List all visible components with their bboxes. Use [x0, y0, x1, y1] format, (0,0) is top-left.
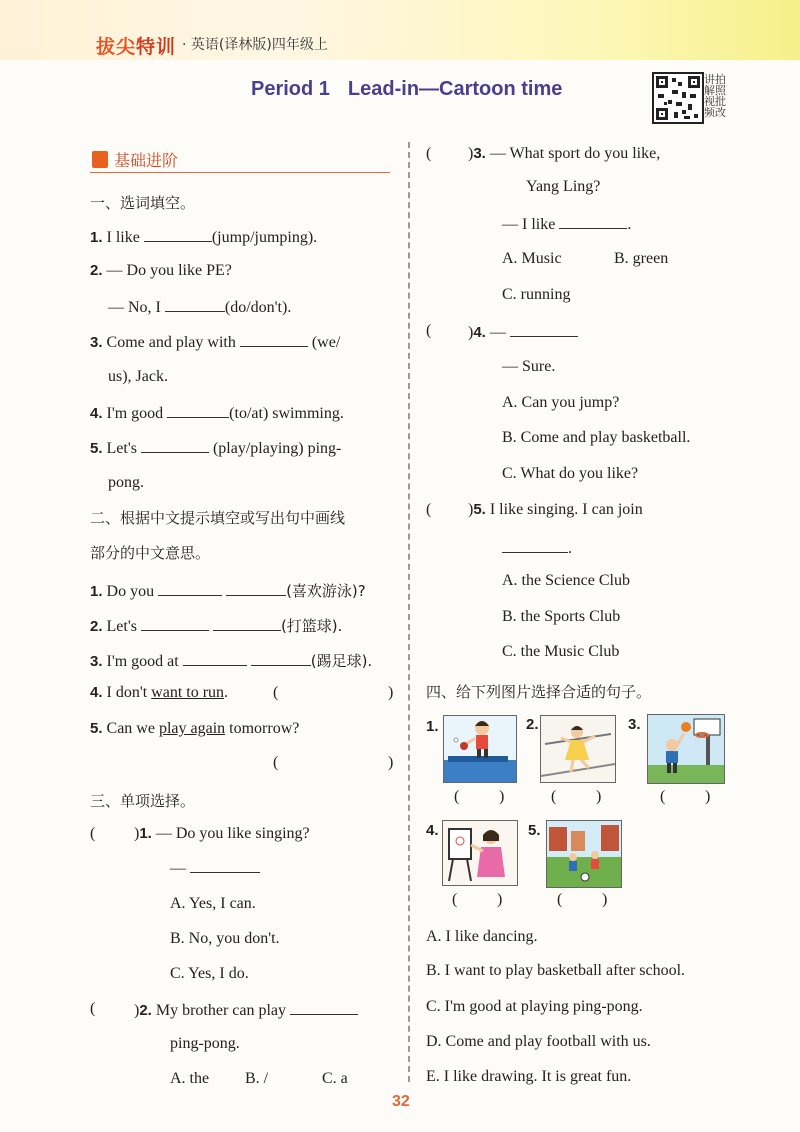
part3-q3: )3. — What sport do you like,: [468, 145, 661, 162]
part3-q1-answer-open[interactable]: (: [90, 825, 96, 842]
part3-q2-answer-open[interactable]: (: [90, 1000, 96, 1017]
part4-option-c: C. I'm good at playing ping-pong.: [426, 998, 643, 1015]
answer-blank[interactable]: [144, 227, 212, 242]
part1-q5: 5. Let's (play/playing) ping-: [90, 440, 342, 457]
basketball-player-icon: [647, 714, 725, 784]
part2-q5: 5. Can we play again tomorrow?: [90, 720, 300, 737]
answer-blank[interactable]: [158, 581, 222, 596]
pic-number: 2.: [526, 716, 539, 733]
part4-option-b: B. I want to play basketball after school.: [426, 962, 686, 979]
part3-q5-line2: .: [502, 538, 572, 558]
brand-logo: 拔尖特训: [96, 37, 177, 58]
pic-number: 1.: [426, 718, 439, 735]
part3-q1-option-c[interactable]: C. Yes, I do.: [170, 965, 249, 982]
pic4-answer-close: ): [497, 891, 503, 908]
section-heading: 基础进阶: [114, 151, 179, 170]
part2-q1: 1. Do you (喜欢游泳)?: [90, 582, 366, 600]
answer-blank[interactable]: [183, 651, 247, 666]
pic1-answer-open[interactable]: (: [454, 788, 460, 805]
pic-number: 5.: [528, 822, 541, 839]
part3-q4-option-a[interactable]: A. Can you jump?: [502, 394, 620, 411]
part3-q1-option-a[interactable]: A. Yes, I can.: [170, 895, 256, 912]
ping-pong-player-icon: [443, 715, 517, 783]
qr-code-icon[interactable]: [652, 72, 704, 124]
part2-q2: 2. Let's (打篮球).: [90, 617, 343, 635]
part3-q3-option-a[interactable]: A. Music: [502, 250, 562, 267]
part1-q1: 1. I like (jump/jumping).: [90, 229, 318, 246]
part1-q2-line2: — No, I (do/don't).: [108, 299, 292, 316]
answer-blank[interactable]: [251, 651, 311, 666]
part1-q3-line2: us), Jack.: [108, 368, 168, 385]
part3-q3-line2: Yang Ling?: [526, 178, 601, 195]
pic3-answer-open[interactable]: (: [660, 788, 666, 805]
pic2-answer-open[interactable]: (: [551, 788, 557, 805]
pic-number: 3.: [628, 716, 641, 733]
part3-q4-answer-open[interactable]: (: [426, 322, 432, 339]
pic4-answer-open[interactable]: (: [452, 891, 458, 908]
page-title: Period 1 Lead-in—Cartoon time: [251, 78, 563, 100]
part3-q5: )5. I like singing. I can join: [468, 501, 643, 518]
part2-q3: 3. I'm good at (踢足球).: [90, 652, 373, 670]
pic3-answer-close: ): [705, 788, 711, 805]
part3-q5-option-a[interactable]: A. the Science Club: [502, 572, 630, 589]
page-number: 32: [392, 1093, 410, 1110]
part3-q5-answer-open[interactable]: (: [426, 501, 432, 518]
part3-q4-line2: — Sure.: [502, 358, 556, 375]
answer-blank[interactable]: [559, 214, 627, 229]
part3-q3-option-b[interactable]: B. green: [614, 250, 669, 267]
part2-q4-answer-open[interactable]: (: [273, 684, 279, 701]
pic5-answer-close: ): [602, 891, 608, 908]
part1-heading: 一、选词填空。: [90, 194, 196, 212]
part3-q3-option-c[interactable]: C. running: [502, 286, 571, 303]
part2-q4-answer-close: ): [388, 684, 394, 701]
part1-q5-line2: pong.: [108, 474, 144, 491]
pic1-answer-close: ): [499, 788, 505, 805]
part3-q5-option-c[interactable]: C. the Music Club: [502, 643, 620, 660]
part3-q1-option-b[interactable]: B. No, you don't.: [170, 930, 280, 947]
part3-q4-option-b[interactable]: B. Come and play basketball.: [502, 429, 691, 446]
part1-q4: 4. I'm good (to/at) swimming.: [90, 405, 344, 422]
part3-heading: 三、单项选择。: [90, 792, 196, 810]
part4-option-d: D. Come and play football with us.: [426, 1033, 651, 1050]
part4-option-a: A. I like dancing.: [426, 928, 538, 945]
answer-blank[interactable]: [141, 616, 209, 631]
answer-blank[interactable]: [226, 581, 286, 596]
answer-blank[interactable]: [165, 297, 225, 312]
answer-blank[interactable]: [213, 616, 281, 631]
section-underline: [90, 172, 390, 173]
part2-q5-answer-close: ): [388, 754, 394, 771]
drawing-girl-icon: [442, 820, 518, 886]
pic5-answer-open[interactable]: (: [557, 891, 563, 908]
part3-q4: )4. —: [468, 322, 578, 342]
answer-blank[interactable]: [167, 403, 229, 418]
answer-blank[interactable]: [190, 858, 260, 873]
part3-q2-line2: ping-pong.: [170, 1035, 240, 1052]
part2-q4: 4. I don't want to run.: [90, 684, 229, 701]
part3-q2-option-c[interactable]: C. a: [322, 1070, 348, 1087]
part3-q3-answer-open[interactable]: (: [426, 145, 432, 162]
pic-number: 4.: [426, 822, 439, 839]
part3-q2: )2. My brother can play: [134, 1000, 358, 1020]
book-subtitle: · 英语(译林版)四年级上: [182, 37, 328, 53]
part2-heading-line2: 部分的中文意思。: [90, 544, 211, 562]
pic2-answer-close: ): [596, 788, 602, 805]
answer-blank[interactable]: [290, 1000, 358, 1015]
section-badge-icon: [92, 151, 108, 168]
part3-q2-option-b[interactable]: B. /: [245, 1070, 269, 1087]
answer-blank[interactable]: [240, 332, 308, 347]
qr-caption: 讲拍解照视批频改: [704, 73, 726, 119]
part2-heading-line1: 二、根据中文提示填空或写出句中画线: [90, 509, 346, 527]
part1-q3: 3. Come and play with (we/: [90, 334, 341, 351]
part3-q1-reply: —: [170, 858, 260, 878]
part4-heading: 四、给下列图片选择合适的句子。: [426, 683, 652, 701]
column-divider: [408, 142, 410, 1082]
part3-q4-option-c[interactable]: C. What do you like?: [502, 465, 639, 482]
answer-blank[interactable]: [510, 322, 578, 337]
answer-blank[interactable]: [141, 438, 209, 453]
part3-q1: )1. — Do you like singing?: [134, 825, 310, 842]
answer-blank[interactable]: [502, 538, 568, 553]
part3-q5-option-b[interactable]: B. the Sports Club: [502, 608, 621, 625]
part2-q5-answer-open[interactable]: (: [273, 754, 279, 771]
part1-q2: 2. — Do you like PE?: [90, 262, 232, 279]
part3-q2-option-a[interactable]: A. the: [170, 1070, 210, 1087]
part3-q3-reply: — I like .: [502, 216, 632, 233]
dancing-girl-icon: [540, 715, 616, 783]
football-players-icon: [546, 820, 622, 888]
part4-option-e: E. I like drawing. It is great fun.: [426, 1068, 632, 1085]
